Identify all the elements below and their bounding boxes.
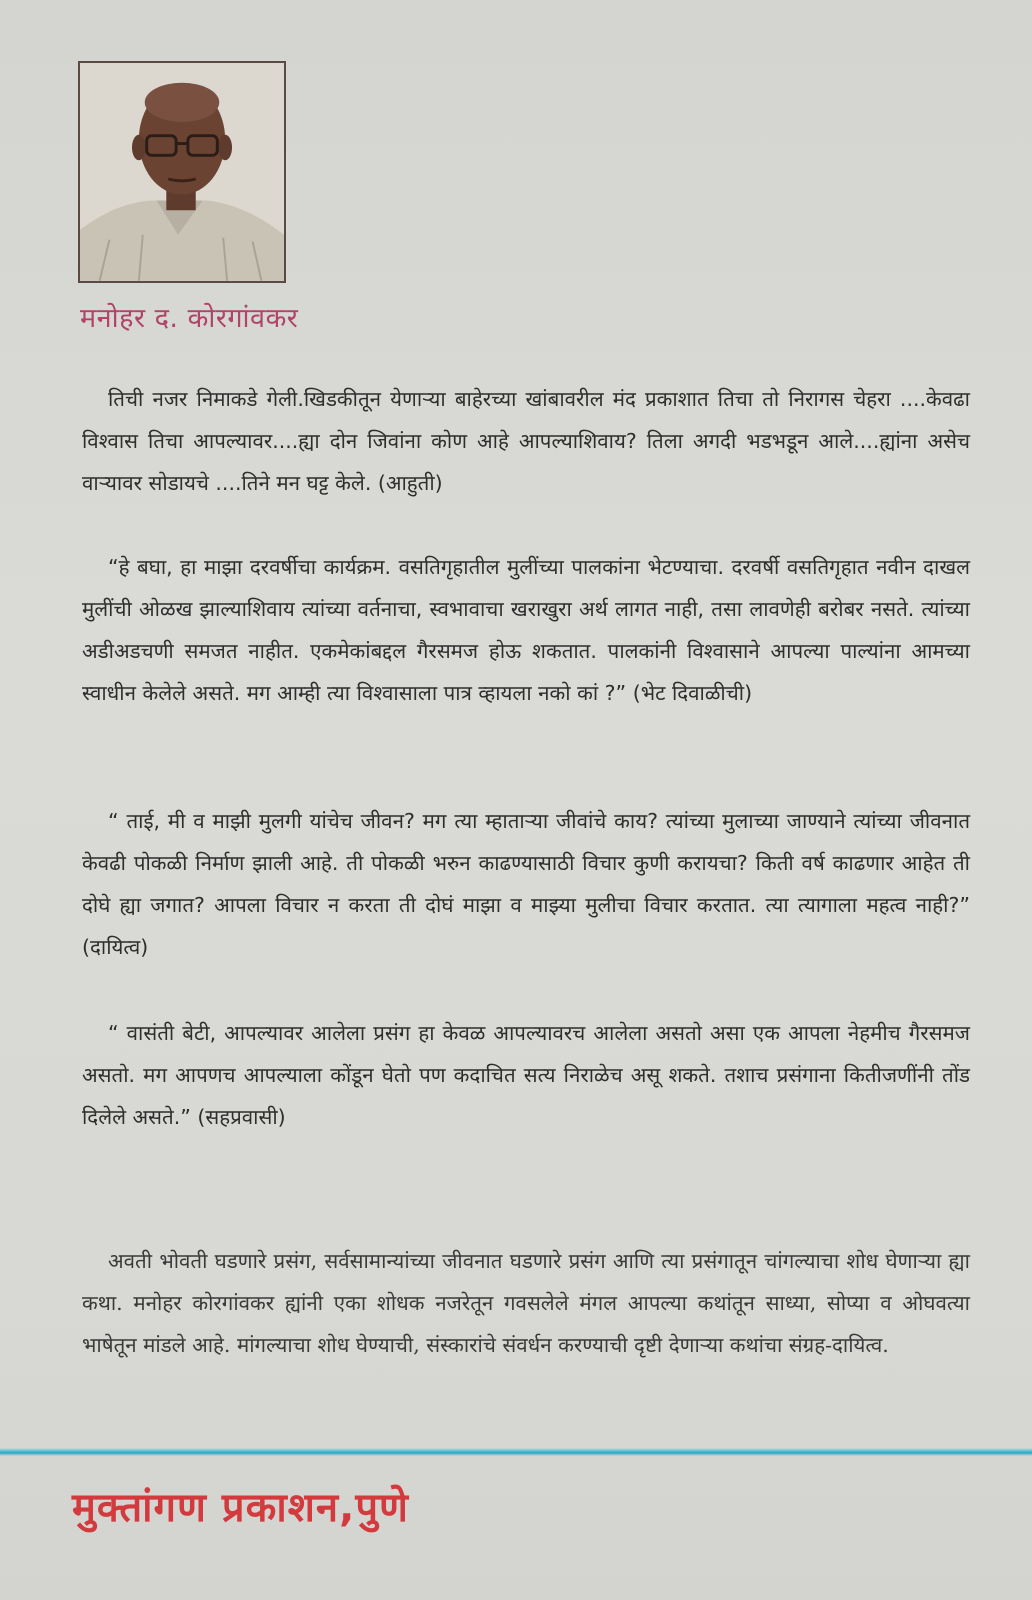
excerpt-4: “ वासंती बेटी, आपल्यावर आलेला प्रसंग हा केवळ आपल्यावरच आलेला असतो असा एक आपला नेहमीच गैरसमज असतो. मग आपणच आपल्याला कोंडून घेतो पण कदाचित सत्य निराळेच असू शकते. तशाच प्रसंगाना कितीजणींनी तोंड दिलेले असते.” (सहप्रवासी): [82, 1021, 970, 1129]
publisher-name: मुक्तांगण प्रकाशन,पुणे: [72, 1485, 409, 1531]
author-portrait-icon: [80, 63, 284, 281]
divider-line: [0, 1448, 1032, 1456]
excerpt-2: “हे बघा, हा माझा दरवर्षीचा कार्यक्रम. वसतिगृहातील मुलींच्या पालकांना भेटण्याचा. दरवर्षी वसतिगृहात नवीन दाखल मुलींची ओळख झाल्याशिवाय त्यांच्या वर्तनाचा, स्वभावाचा खराखुरा अर्थ लागत नाही, तसा लावणेही बरोबर नसते. त्यांच्या अडीअडचणी समजत नाहीत. एकमेकांबद्दल गैरसमज होऊ शकतात. पालकांनी विश्वासाने आपल्या पाल्यांना आमच्या स्वाधीन केलेले असते. मग आम्ही त्या विश्वासाला पात्र व्हायला नको कां ?” (भेट दिवाळीची): [82, 555, 970, 705]
author-name: मनोहर द. कोरगांवकर: [80, 303, 299, 334]
excerpt-3: “ ताई, मी व माझी मुलगी यांचेच जीवन? मग त्या म्हाताऱ्या जीवांचे काय? त्यांच्या मुलाच्या जाण्याने त्यांच्या जीवनात केवढी पोकळी निर्माण झाली आहे. ती पोकळी भरुन काढण्यासाठी विचार कुणी करायचा? किती वर्ष काढणार आहेत ती दोघे ह्या जगात? आपला विचार न करता ती दोघं माझा व माझ्या मुलीचा विचार करतात. त्या त्यागाला महत्व नाही?” (दायित्व): [82, 809, 970, 959]
author-photo: [78, 61, 286, 283]
excerpt-1: तिची नजर निमाकडे गेली.खिडकीतून येणाऱ्या बाहेरच्या खांबावरील मंद प्रकाशात तिचा तो निरागस चेहरा ....केवढा विश्वास तिचा आपल्यावर....ह्या दोन जिवांना कोण आहे आपल्याशिवाय? तिला अगदी भडभडून आले....ह्यांना असेच वाऱ्यावर सोडायचे ....तिने मन घट्ट केले. (आहुती): [82, 387, 970, 495]
book-summary: अवती भोवती घडणारे प्रसंग, सर्वसामान्यांच्या जीवनात घडणारे प्रसंग आणि त्या प्रसंगातून चांगल्याचा शोध घेणाऱ्या ह्या कथा. मनोहर कोरगांवकर ह्यांनी एका शोधक नजरेतून गवसलेले मंगल आपल्या कथांतून साध्या, सोप्या व ओघवत्या भाषेतून मांडले आहे. मांगल्याचा शोध घेण्याची, संस्कारांचे संवर्धन करण्याची दृष्टी देणाऱ्या कथांचा संग्रह-दायित्व.: [82, 1249, 970, 1357]
